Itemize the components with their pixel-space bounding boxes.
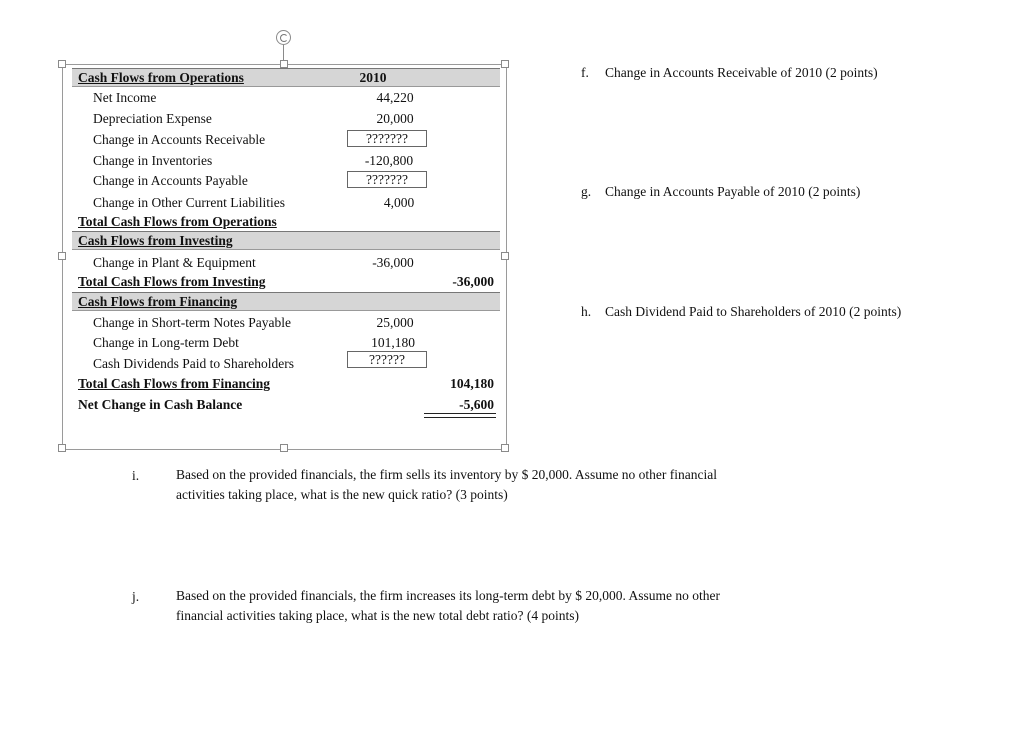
question-f-letter: f.: [581, 65, 589, 80]
resize-handle-bottom-left[interactable]: [58, 444, 66, 452]
question-j-letter: j.: [132, 589, 140, 604]
row-label-total-investing: Total Cash Flows from Investing: [78, 274, 266, 289]
row-label-change-ltd: Change in Long-term Debt: [93, 335, 239, 350]
row-value-change-ap: ???????: [347, 171, 427, 188]
resize-handle-left[interactable]: [58, 252, 66, 260]
row-value-change-ltd: 101,180: [371, 335, 415, 350]
row-value-depreciation: 20,000: [376, 111, 414, 126]
resize-handle-top[interactable]: [280, 60, 288, 68]
resize-handle-bottom-right[interactable]: [501, 444, 509, 452]
question-i-line1: Based on the provided financials, the firm sells its inventory by $ 20,000. Assume no other financial: [176, 467, 718, 482]
row-label-change-ar: Change in Accounts Receivable: [93, 132, 266, 147]
row-value-change-ar: ???????: [347, 130, 427, 147]
row-label-total-financing: Total Cash Flows from Financing: [78, 376, 271, 391]
row-value-change-ocl: 4,000: [383, 195, 415, 210]
section-financing: Cash Flows from Financing: [78, 294, 238, 309]
row-value-change-ppe: -36,000: [372, 255, 414, 270]
question-h-text: Cash Dividend Paid to Shareholders of 2010 (2 points): [605, 304, 902, 319]
resize-handle-top-right[interactable]: [501, 60, 509, 68]
question-h-letter: h.: [581, 304, 592, 319]
question-i-letter: i.: [132, 468, 140, 483]
section-investing: Cash Flows from Investing: [78, 233, 233, 248]
double-underline: [424, 413, 496, 418]
row-label-change-ap: Change in Accounts Payable: [93, 173, 248, 188]
row-label-depreciation: Depreciation Expense: [93, 111, 212, 126]
year-header: 2010: [359, 70, 387, 85]
question-f-text: Change in Accounts Receivable of 2010 (2 points): [605, 65, 878, 80]
question-i-text: [176, 465, 717, 505]
row-label-change-inventories: Change in Inventories: [93, 153, 213, 168]
row-label-change-ocl: Change in Other Current Liabilities: [93, 195, 285, 210]
resize-handle-bottom[interactable]: [280, 444, 288, 452]
row-label-change-ppe: Change in Plant & Equipment: [93, 255, 256, 270]
question-j-line1: Based on the provided financials, the firm increases its long-term debt by $ 20,000. Assume no other: [176, 588, 721, 603]
question-j-text: [176, 586, 720, 626]
row-value-change-stnp: 25,000: [376, 315, 414, 330]
section-operations: Cash Flows from Operations: [78, 70, 244, 85]
row-label-total-operations: Total Cash Flows from Operations: [78, 214, 277, 229]
row-label-net-income: Net Income: [93, 90, 157, 105]
rotate-icon[interactable]: [276, 30, 291, 45]
row-label-change-stnp: Change in Short-term Notes Payable: [93, 315, 291, 330]
question-i-line2: activities taking place, what is the new quick ratio? (3 points): [176, 487, 508, 502]
row-label-dividends: Cash Dividends Paid to Shareholders: [93, 356, 294, 371]
question-g-letter: g.: [581, 184, 592, 199]
row-value-net-income: 44,220: [376, 90, 414, 105]
question-j-line2: financial activities taking place, what is the new total debt ratio? (4 points): [176, 608, 579, 623]
total-value-net-change: -5,600: [459, 397, 494, 412]
question-g-text: Change in Accounts Payable of 2010 (2 points): [605, 184, 861, 199]
row-label-net-change: Net Change in Cash Balance: [78, 397, 243, 412]
resize-handle-top-left[interactable]: [58, 60, 66, 68]
resize-handle-right[interactable]: [501, 252, 509, 260]
total-value-investing: -36,000: [452, 274, 494, 289]
total-value-financing: 104,180: [450, 376, 494, 391]
row-value-change-inventories: -120,800: [364, 153, 414, 168]
row-value-dividends: ??????: [347, 351, 427, 368]
